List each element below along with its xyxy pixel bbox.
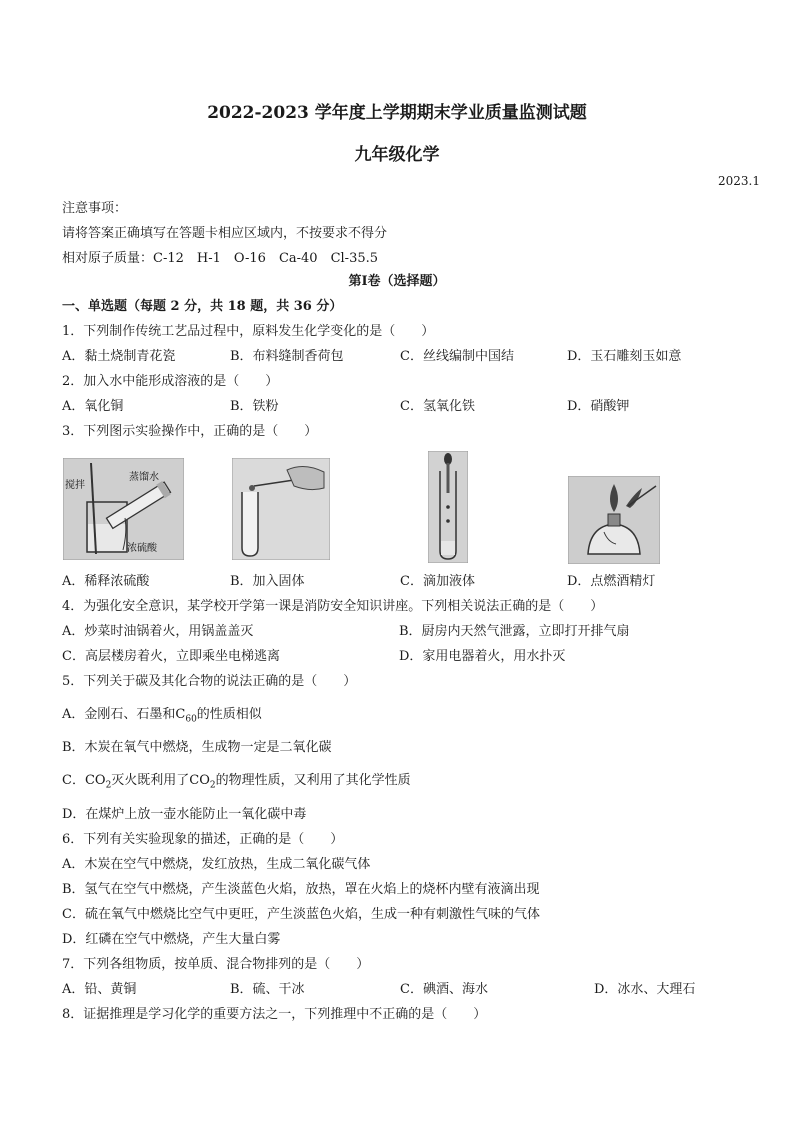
q3-option-b: B．加入固体 bbox=[230, 574, 305, 589]
q1-option-d: D．玉石雕刻玉如意 bbox=[567, 349, 682, 364]
notes-line-2: 相对原子质量：C-12 H-1 O-16 Ca-40 Cl-35.5 bbox=[62, 251, 379, 266]
figure-drop-liquid bbox=[428, 451, 468, 563]
figure-add-solid bbox=[232, 458, 330, 560]
figure-alcohol-lamp bbox=[568, 476, 660, 564]
q7-stem: 7．下列各组物质，按单质、混合物排列的是（ ） bbox=[62, 957, 370, 972]
q3-stem: 3．下列图示实验操作中，正确的是（ ） bbox=[62, 424, 318, 439]
q1-option-c: C．丝线编制中国结 bbox=[400, 349, 514, 364]
notes-line-1: 请将答案正确填写在答题卡相应区域内，不按要求不得分 bbox=[62, 226, 388, 241]
q2-option-c: C．氢氧化铁 bbox=[400, 399, 475, 414]
q6-option-c: C．硫在氧气中燃烧比空气中更旺，产生淡蓝色火焰，生成一种有刺激性气味的气体 bbox=[62, 907, 540, 922]
q3-options bbox=[62, 573, 742, 591]
q5-option-d: D．在煤炉上放一壶水能防止一氧化碳中毒 bbox=[62, 807, 307, 822]
q3-option-d: D．点燃酒精灯 bbox=[567, 574, 656, 589]
q2-option-a: A．氧化铜 bbox=[62, 399, 124, 414]
figure-label-water: 蒸馏水 bbox=[129, 472, 159, 483]
q1-stem: 1．下列制作传统工艺品过程中，原料发生化学变化的是（ ） bbox=[62, 324, 435, 339]
q7-option-a: A．铅、黄铜 bbox=[62, 982, 137, 997]
q5-option-a: A．金刚石、石墨和$C_{60}$的性质相似 bbox=[62, 707, 262, 725]
q5-option-c: C．$CO_2$灭火既利用了$CO_2$的物理性质，又利用了其化学性质 bbox=[62, 773, 411, 791]
q6-option-a: A．木炭在空气中燃烧，发红放热，生成二氧化碳气体 bbox=[62, 857, 371, 872]
q4-option-d: D．家用电器着火，用水扑灭 bbox=[399, 649, 566, 664]
q1-options bbox=[62, 348, 742, 366]
section-heading: 一、单选题（每题 2 分，共 18 题，共 36 分） bbox=[62, 299, 343, 314]
q2-option-b: B．铁粉 bbox=[230, 399, 279, 414]
q7-option-b: B．硫、干冰 bbox=[230, 982, 305, 997]
q1-option-b: B．布料缝制香荷包 bbox=[230, 349, 344, 364]
q4-option-c: C．高层楼房着火，立即乘坐电梯逃离 bbox=[62, 649, 280, 664]
q5-option-b: B．木炭在氧气中燃烧，生成物一定是二氧化碳 bbox=[62, 740, 332, 755]
figure-label-acid: 浓硫酸 bbox=[127, 543, 157, 554]
q3-option-a: A．稀释浓硫酸 bbox=[62, 574, 150, 589]
q6-option-b: B．氢气在空气中燃烧，产生淡蓝色火焰，放热，罩在火焰上的烧杯内壁有液滴出现 bbox=[62, 882, 540, 897]
q4-options-row2 bbox=[62, 648, 742, 666]
q7-option-d: D．冰水、大理石 bbox=[594, 982, 696, 997]
q8-stem: 8．证据推理是学习化学的重要方法之一，下列推理中不正确的是（ ） bbox=[62, 1007, 487, 1022]
q4-stem: 4．为强化安全意识，某学校开学第一课是消防安全知识讲座。下列相关说法正确的是（ ） bbox=[62, 599, 604, 614]
q6-stem: 6．下列有关实验现象的描述，正确的是（ ） bbox=[62, 832, 344, 847]
q6-option-d: D．红磷在空气中燃烧，产生大量白雾 bbox=[62, 932, 281, 947]
q7-options bbox=[62, 981, 742, 999]
exam-title: 2022-2023 学年度上学期期末学业质量监测试题 bbox=[207, 103, 587, 123]
notes-label: 注意事项： bbox=[62, 201, 128, 216]
q4-option-b: B．厨房内天然气泄露，立即打开排气扇 bbox=[399, 624, 630, 639]
volume-heading: 第Ⅰ卷（选择题） bbox=[348, 274, 446, 289]
q4-options-row1 bbox=[62, 623, 742, 641]
q4-option-a: A．炒菜时油锅着火，用锅盖盖灭 bbox=[62, 624, 254, 639]
q2-stem: 2．加入水中能形成溶液的是（ ） bbox=[62, 374, 279, 389]
figure-label-stir: 搅拌 bbox=[65, 480, 85, 491]
exam-date: 2023.1 bbox=[718, 174, 760, 188]
q7-option-c: C．碘酒、海水 bbox=[400, 982, 488, 997]
figure-dilute-acid bbox=[63, 458, 184, 560]
q5-stem: 5．下列关于碳及其化合物的说法正确的是（ ） bbox=[62, 674, 357, 689]
q2-option-d: D．硝酸钾 bbox=[567, 399, 630, 414]
q1-option-a: A．黏土烧制青花瓷 bbox=[62, 349, 176, 364]
q2-options bbox=[62, 398, 742, 416]
q3-option-c: C．滴加液体 bbox=[400, 574, 475, 589]
exam-subtitle: 九年级化学 bbox=[354, 145, 440, 165]
